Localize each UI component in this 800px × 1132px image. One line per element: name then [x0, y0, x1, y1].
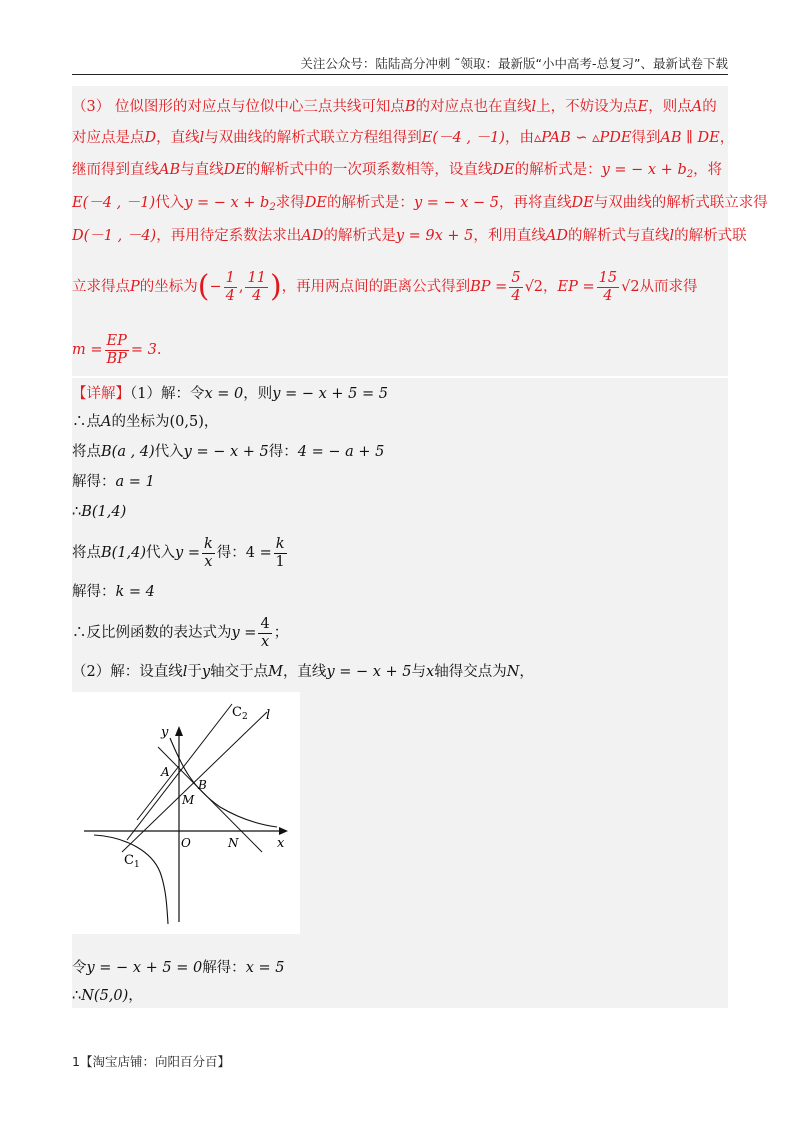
- figure-svg: [72, 692, 300, 934]
- label-m: M: [182, 793, 195, 807]
- label-c1: $C_1$: [124, 853, 140, 870]
- analysis-line-2: 对应点是点D，直线l与双曲线的解析式联立方程组得到E(－4 , －1)，由▵PAB ∽ ▵PDE得到AB ∥ DE，: [72, 130, 735, 146]
- detail-line-7: 解得：k = 4: [72, 584, 155, 600]
- analysis-line-4: E(－4 , －1)代入y = − $x + b_2$求得DE的解析式是：y = − x − 5，再将直线DE与双曲线的解析式联立求得: [72, 195, 768, 213]
- analysis-line-5: D(－1 , －4)，再用待定系数法求出AD的解析式是y = 9x + 5，利用直线AD的解析式与直线l的解析式联: [72, 228, 747, 244]
- coordinate-figure: [72, 692, 300, 934]
- detail-line-10: 令y = − x + 5 = 0解得：x = 5: [72, 960, 285, 976]
- label-x: x: [277, 836, 285, 851]
- x-axis-arrow: [279, 827, 288, 835]
- line-through-A-N: [158, 747, 262, 852]
- detail-line-8: ∴反比例函数的表达式为y = $\frac{4}{x}$ ；: [72, 615, 289, 650]
- label-o: O: [181, 836, 191, 850]
- detail-line-5: ∴B(1,4): [72, 504, 127, 520]
- label-y: y: [161, 725, 169, 740]
- y-axis-arrow: [175, 726, 183, 736]
- label-c2: $C_2$: [232, 705, 248, 722]
- label-b: B: [198, 778, 207, 792]
- detail-line-6: 将点B(1,4)代入y = $\frac{k}{x}$ 得：4 = $\frac{k}{1}$: [72, 535, 285, 570]
- detail-line-11: ∴N(5,0)，: [72, 988, 143, 1004]
- page-header: 关注公众号：陆陆高分冲刺 ˜领取：最新版“小中高考-总复习”、最新试卷下载: [72, 54, 728, 75]
- line-A-C1: [137, 766, 179, 820]
- detail-line-2: ∴点A的坐标为(0,5)，: [72, 414, 219, 430]
- label-a: A: [161, 765, 170, 779]
- analysis-line-6: 立求得点P的坐标为(− $\frac{1}{4}$ , $\frac{11}{4}$ )，再用两点间的距离公式得到BP = $\frac{5}{4}$ √2，EP = $\frac{15}{4}$ √2从而求得: [72, 269, 698, 304]
- page-footer: 1【淘宝店铺：向阳百分百】: [72, 1054, 230, 1069]
- analysis-line-7: m = $\frac{EP}{BP}$ = 3.: [72, 332, 162, 367]
- hyperbola-branch-lower: [94, 835, 168, 924]
- label-l: l: [266, 708, 271, 723]
- label-n: N: [228, 836, 239, 850]
- detail-line-1: 【详解】（1）解：令x = 0，则y = − x + 5 = 5: [72, 386, 388, 402]
- detail-line-3: 将点B(a , 4)代入y = − x + 5得：4 = − a + 5: [72, 444, 385, 460]
- detail-line-9: （2）解：设直线l于y轴交于点M，直线y = − x + 5与x轴得交点为N，: [72, 664, 534, 680]
- analysis-line-1: （3） 位似图形的对应点与位似中心三点共线可知点B的对应点也在直线l上，不妨设为点E，则点A的: [72, 99, 717, 115]
- analysis-line-3: 继而得到直线AB与直线DE的解析式中的一次项系数相等，设直线DE的解析式是：y = − $x + b_2$，将: [72, 162, 723, 180]
- detail-line-4: 解得：a = 1: [72, 474, 155, 490]
